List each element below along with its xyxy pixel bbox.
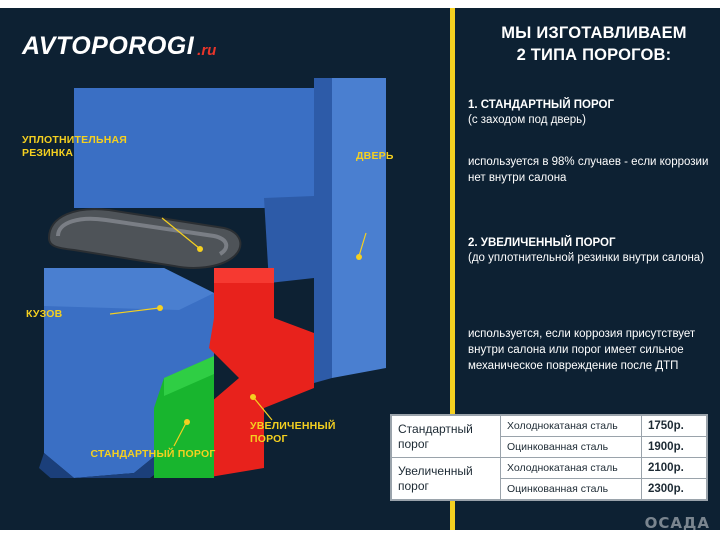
- price-material: Оцинкованная сталь: [501, 437, 642, 458]
- door-panel: [332, 78, 386, 378]
- leader-dot-increased: [250, 394, 256, 400]
- logo-brand: AVTOPOROGI: [22, 31, 195, 60]
- watermark: ОСАДА: [644, 514, 710, 532]
- section-1-body: используется в 98% случаев - если коррозии нет внутри салона: [468, 156, 709, 184]
- section-2-body: используется, если коррозия присутствует внутри салона или порог имеет сильное механическое повреждение после ДТП: [468, 328, 696, 372]
- price-row-name: Стандартный порог: [392, 416, 501, 458]
- leader-dot-standard: [184, 419, 190, 425]
- section-2-title: 2. УВЕЛИЧЕННЫЙ ПОРОГ: [468, 237, 616, 249]
- label-door: ДВЕРЬ: [356, 150, 394, 162]
- section-1: [468, 98, 716, 128]
- illustration-area: [0, 8, 432, 530]
- section-1-text: [468, 154, 716, 186]
- table-row: [392, 458, 707, 479]
- leader-dot-seal: [197, 246, 203, 252]
- headline: [468, 22, 720, 66]
- logo: [22, 26, 272, 66]
- label-increased-sill: УВЕЛИЧЕННЫЙ ПОРОГ: [250, 420, 336, 445]
- section-2-subtitle: (до уплотнительной резинки внутри салона): [468, 252, 705, 264]
- headline-line2: 2 ТИПА ПОРОГОВ:: [516, 46, 672, 64]
- price-value: 1900р.: [642, 437, 707, 458]
- price-row-name: Увеличенный порог: [392, 458, 501, 500]
- price-material: Оцинкованная сталь: [501, 479, 642, 500]
- price-value: 2300р.: [642, 479, 707, 500]
- logo-tld: .ru: [197, 41, 217, 59]
- increased-sill-red: [204, 268, 314, 478]
- label-body: КУЗОВ: [26, 308, 63, 320]
- section-1-subtitle: (с заходом под дверь): [468, 114, 586, 126]
- price-value: 1750р.: [642, 416, 707, 437]
- price-value: 2100р.: [642, 458, 707, 479]
- section-1-title: 1. СТАНДАРТНЫЙ ПОРОГ: [468, 99, 614, 111]
- leader-dot-body: [157, 305, 163, 311]
- label-standard-sill: СТАНДАРТНЫЙ ПОРОГ: [90, 448, 216, 460]
- table-row: [392, 416, 707, 437]
- body-top-face: [44, 268, 214, 310]
- door-edge: [314, 78, 332, 383]
- section-2-text: [468, 326, 716, 374]
- leader-dot-door: [356, 254, 362, 260]
- price-table: [390, 414, 708, 501]
- section-2: [468, 236, 716, 266]
- label-seal: УПЛОТНИТЕЛЬНАЯ РЕЗИНКА: [22, 134, 128, 159]
- price-material: Холоднокатаная сталь: [501, 458, 642, 479]
- price-material: Холоднокатаная сталь: [501, 416, 642, 437]
- red-highlight: [214, 268, 274, 283]
- headline-line1: МЫ ИЗГОТАВЛИВАЕМ: [501, 24, 687, 42]
